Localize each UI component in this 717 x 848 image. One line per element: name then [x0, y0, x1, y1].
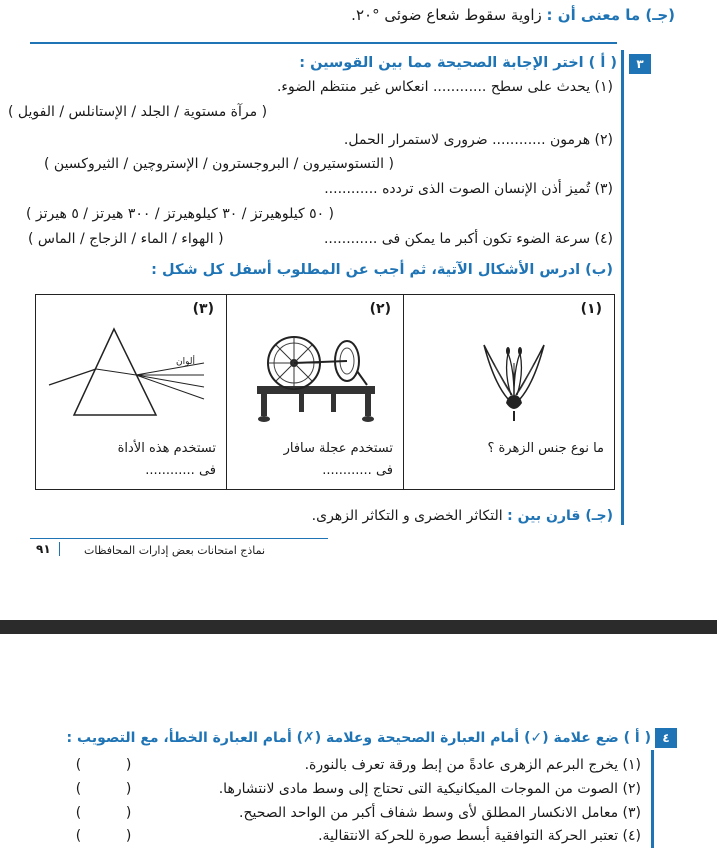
figure-2-cell — [226, 295, 404, 489]
part-c-label: (جـ) قارن بين : — [507, 508, 613, 524]
page-number: ٩١ — [36, 542, 60, 556]
footer-divider — [30, 538, 328, 539]
page-separator — [0, 620, 717, 634]
figure-2-caption-2: فى ............ — [322, 463, 393, 478]
q3-item-3-options: ( ٥٠ كيلوهيرتز / ٣٠ كيلوهيرتز / ٣٠٠ هيرتز / ٥ هيرتز ) — [26, 206, 335, 222]
q3-item-3: (٣) تُميز أذن الإنسان الصوت الذى تردده ............ — [324, 181, 613, 197]
colors-label: ألوان — [176, 357, 196, 367]
figures-table — [35, 294, 615, 490]
q4-item-2: (٢) الصوت من الموجات الميكانيكية التى تحتاج إلى وسط مادى لانتشارها. — [218, 781, 641, 797]
figure-3-caption: تستخدم هذه الأداة — [117, 441, 216, 456]
question-c-label: (جـ) ما معنى أن : — [546, 6, 675, 24]
savart-wheel-icon — [239, 331, 389, 431]
q3-item-1-options: ( مرآة مستوية / الجلد / الإستانلس / الفويل ) — [8, 104, 268, 120]
answer-paren-3[interactable]: ( ) — [74, 805, 134, 821]
q3-item-4: (٤) سرعة الضوء تكون أكبر ما يمكن فى ............ — [323, 231, 613, 247]
figure-1-cell — [404, 295, 614, 489]
answer-paren-4[interactable]: ( ) — [74, 828, 134, 844]
question-number-4: ٤ — [655, 728, 677, 748]
answer-paren-2[interactable]: ( ) — [74, 781, 134, 797]
q4-item-1: (١) يخرج البرعم الزهرى عادةً من إبط ورقة تعرف بالنورة. — [304, 757, 641, 773]
part-c-line — [312, 508, 613, 524]
q3-item-2: (٢) هرمون ............ ضرورى لاستمرار الحمل. — [343, 132, 613, 148]
part-b-title: (ب) ادرس الأشكال الآتية، ثم أجب عن المطلوب أسفل كل شكل : — [151, 262, 613, 278]
prism-icon — [44, 323, 214, 423]
figure-1-number: (١) — [580, 301, 602, 317]
divider — [30, 42, 617, 44]
figure-2-caption: تستخدم عجلة سافار — [283, 441, 393, 456]
figure-1-caption: ما نوع جنس الزهرة ؟ — [487, 441, 604, 456]
question-number-3: ٣ — [629, 54, 651, 74]
part-a-title: ( أ ) اختر الإجابة الصحيحة مما بين القوسين : — [299, 55, 617, 71]
part-c-text: التكاثر الخضرى و التكاثر الزهرى. — [311, 508, 508, 524]
figure-3-cell — [36, 295, 226, 489]
question-c-line — [205, 6, 675, 24]
question-4-side-bar — [651, 750, 654, 848]
figure-2-number: (٢) — [369, 301, 391, 317]
question-c-text: زاوية سقوط شعاع ضوئى °٢٠. — [351, 6, 547, 24]
footer-text: نماذج امتحانات بعض إدارات المحافظات — [84, 544, 266, 557]
q4-title: ( أ ) ضع علامة (✓) أمام العبارة الصحيحة وعلامة (✗) أمام العبارة الخطأ، مع التصويب : — [66, 730, 651, 746]
flower-icon — [464, 333, 564, 423]
q3-item-1: (١) يحدث على سطح ............ انعكاس غير منتظم الضوء. — [276, 79, 613, 95]
q4-item-3: (٣) معامل الانكسار المطلق لأى وسط شفاف أكبر من الواحد الصحيح. — [239, 805, 641, 821]
q4-item-4: (٤) تعتبر الحركة التوافقية أبسط صورة للحركة الانتقالية. — [318, 828, 641, 844]
q3-item-4-options: ( الهواء / الماء / الزجاج / الماس ) — [28, 231, 224, 247]
question-side-bar — [621, 50, 624, 525]
answer-paren-1[interactable]: ( ) — [74, 757, 134, 773]
q3-item-2-options: ( التستوستيرون / البروجسترون / الإستروچين / الثيروكسين ) — [44, 156, 394, 172]
figure-3-number: (٣) — [192, 301, 214, 317]
figure-3-caption-2: فى ............ — [145, 463, 216, 478]
